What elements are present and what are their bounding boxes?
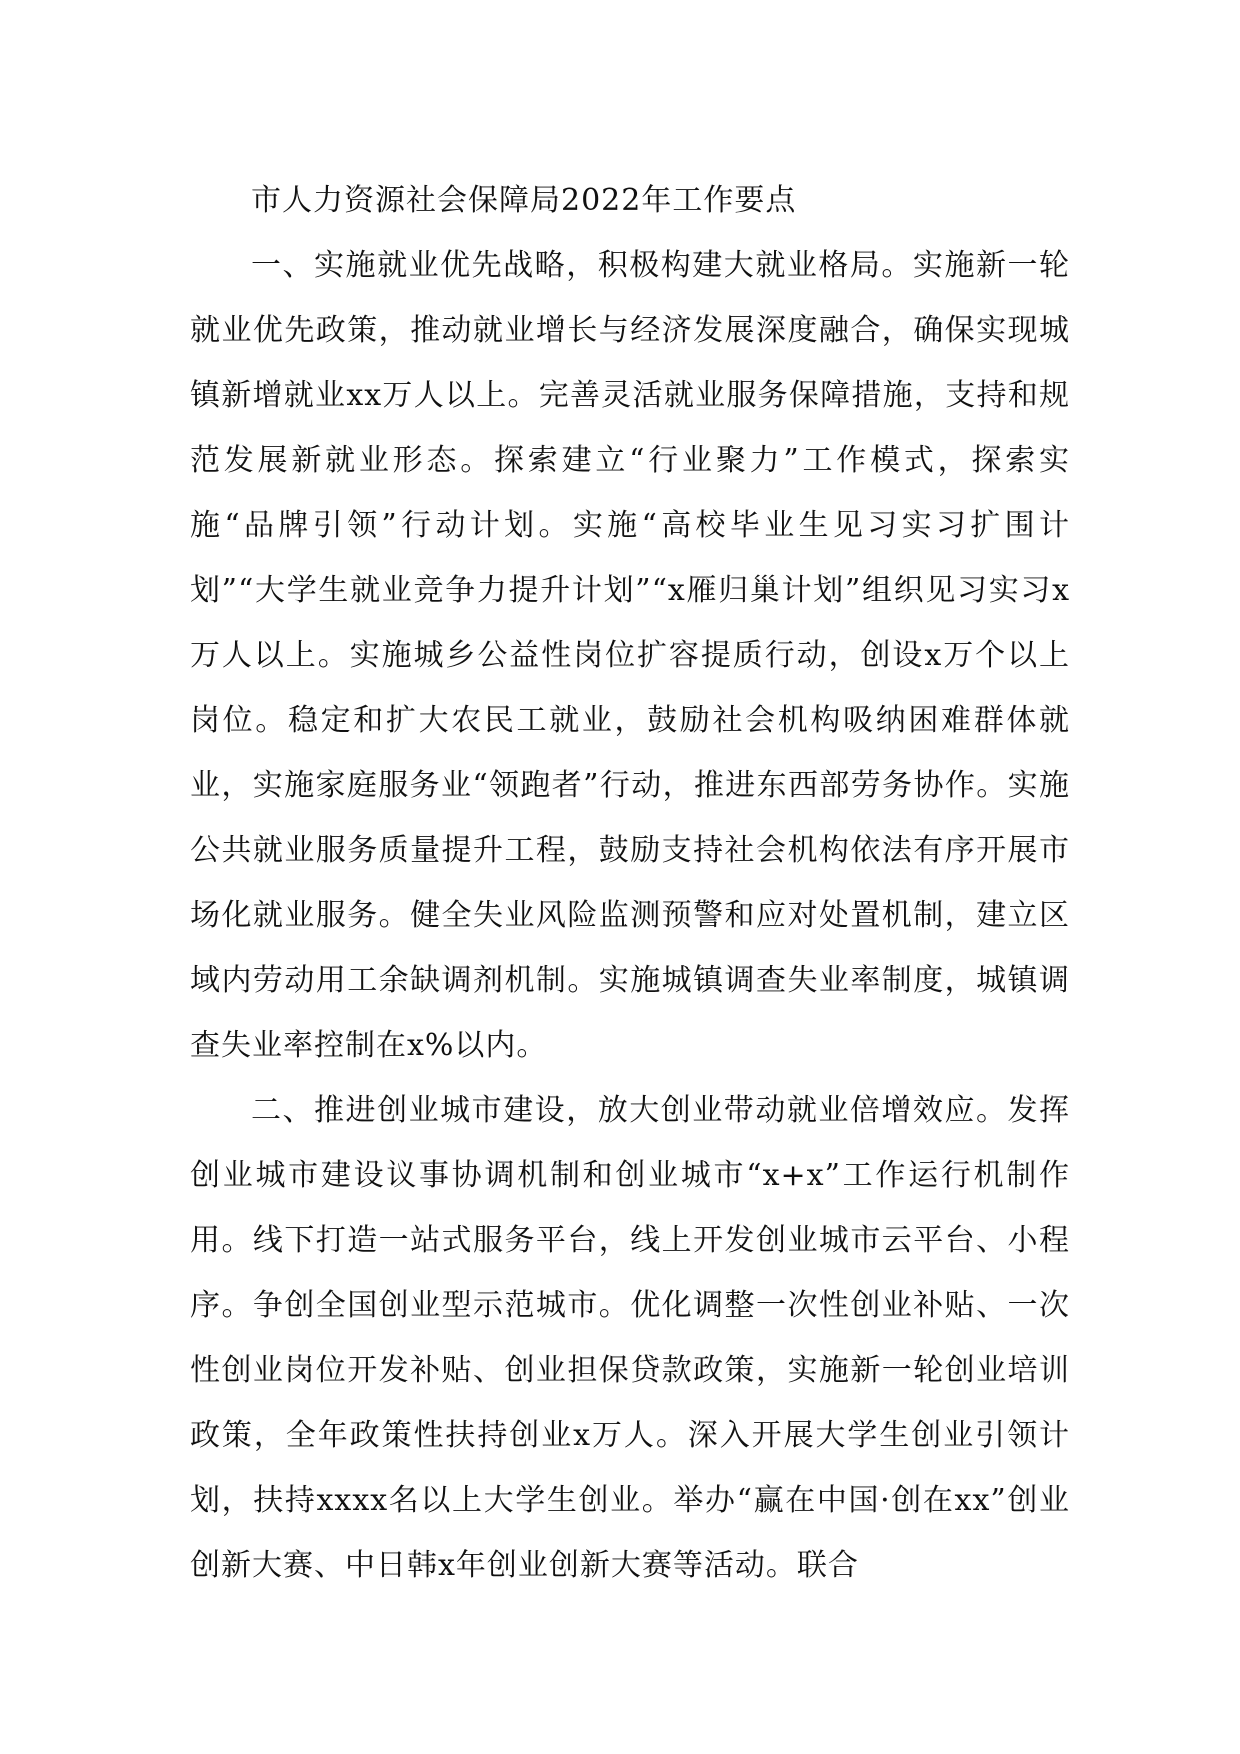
paragraph-employment-priority: 一、实施就业优先战略，积极构建大就业格局。实施新一轮就业优先政策，推动就业增长与经济发展深度融合，确保实现城镇新增就业xx万人以上。完善灵活就业服务保障措施，支持和规范发展新就业形态。探索建立“行业聚力”工作模式，探索实施“品牌引领”行动计划。实施“高校毕业生见习实习扩围计划”“大学生就业竞争力提升计划”“x雁归巢计划”组织见习实习x万人以上。实施城乡公益性岗位扩容提质行动，创设x万个以上岗位。稳定和扩大农民工就业，鼓励社会机构吸纳困难群体就业，实施家庭服务业“领跑者”行动，推进东西部劳务协作。实施公共就业服务质量提升工程，鼓励支持社会机构依法有序开展市场化就业服务。健全失业风险监测预警和应对处置机制，建立区域内劳动用工余缺调剂机制。实施城镇调查失业率制度，城镇调查失业率控制在x%以内。 bbox=[190, 248, 1070, 1063]
document-body bbox=[190, 168, 1070, 1598]
document-title: 市人力资源社会保障局2022年工作要点 bbox=[251, 183, 797, 218]
paragraph-entrepreneurship-city: 二、推进创业城市建设，放大创业带动就业倍增效应。发挥创业城市建设议事协调机制和创业城市“x+x”工作运行机制作用。线下打造一站式服务平台，线上开发创业城市云平台、小程序。争创全国创业型示范城市。优化调整一次性创业补贴、一次性创业岗位开发补贴、创业担保贷款政策，实施新一轮创业培训政策，全年政策性扶持创业x万人。深入开展大学生创业引领计划，扶持xxxx名以上大学生创业。举办“赢在中国·创在xx”创业创新大赛、中日韩x年创业创新大赛等活动。联合 bbox=[190, 1093, 1070, 1583]
